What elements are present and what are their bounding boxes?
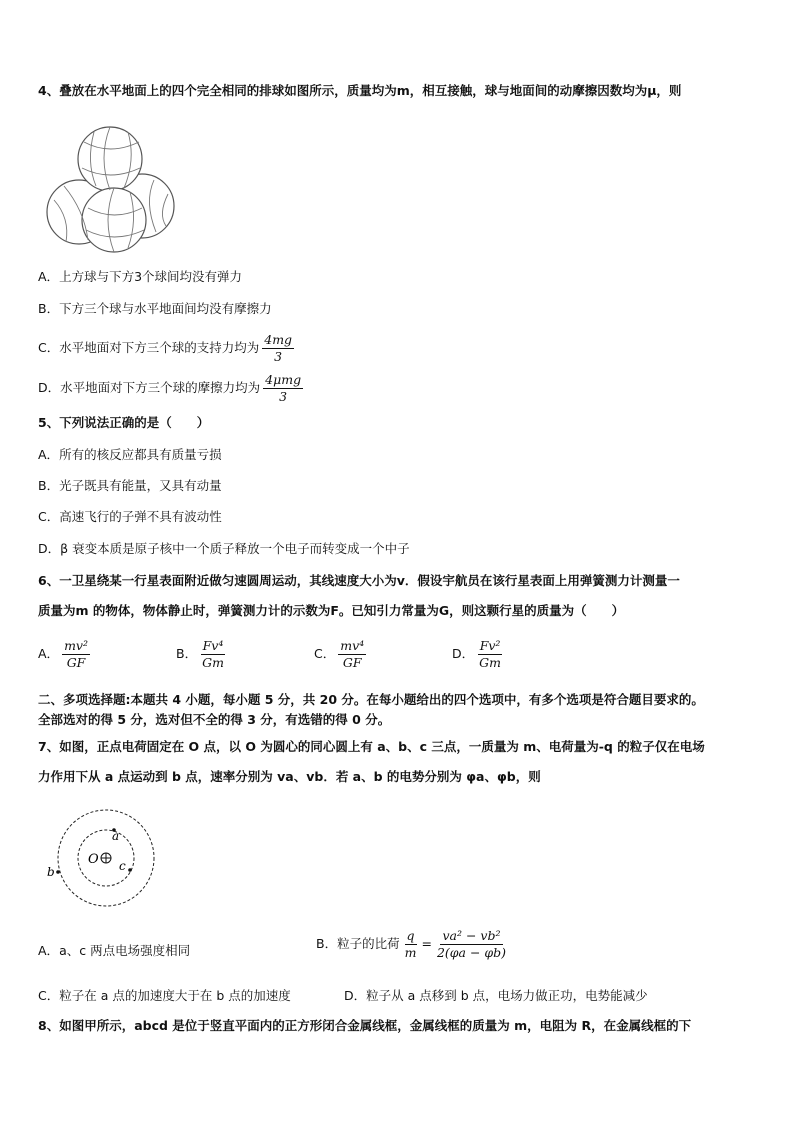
fraction: $\frac{\text{mv²}}{GF}$ (64, 638, 88, 670)
point-c (128, 868, 132, 872)
q6-option-a[interactable]: A． $\frac{\text{mv²}}{GF}$ (38, 638, 88, 670)
q8-stem: 8、如图甲所示，abcd 是位于竖直平面内的正方形闭合金属线框，金属线框的质量为 m，电阻为 R，在金属线框的下 (38, 1018, 692, 1033)
q5-option-d[interactable]: D．β 衰变本质是原子核中一个质子释放一个电子而转变成一个中子 (38, 541, 410, 556)
fraction: $\frac{\text{mv⁴}}{GF}$ (340, 638, 365, 670)
fraction: $\frac{\text{4μmg}}{3}$ (265, 372, 302, 404)
point-b (56, 870, 60, 874)
q4-option-c[interactable]: C．水平地面对下方三个球的支持力均为 $\frac{4mg}{3}$ (38, 332, 293, 364)
section2-line2: 全部选对的得 5 分，选对但不全的得 3 分，有选错的得 0 分。 (38, 712, 391, 727)
q6-stem-line2: 质量为m 的物体，物体静止时，弹簧测力计的示数为F。已知引力常量为G，则这颗行星的质量为（ ） (38, 603, 625, 618)
q4-option-d[interactable]: D．水平地面对下方三个球的摩擦力均为 $\frac{\text{4μmg}}{3}$ (38, 372, 302, 404)
q7-option-d[interactable]: D．粒子从 a 点移到 b 点，电场力做正功，电势能减少 (344, 988, 648, 1003)
label-a: a (112, 829, 120, 843)
q7-option-c[interactable]: C．粒子在 a 点的加速度大于在 b 点的加速度 (38, 988, 291, 1003)
fraction: $\frac{\text{Fv⁴}}{Gm}$ (202, 638, 224, 670)
q7-option-b[interactable]: B．粒子的比荷 $\frac{q}{m}$ = $\frac{\text{va² − vb²}}{2(\varphi a - \varphi b)}$ (316, 928, 507, 960)
concentric-circles-figure (44, 806, 164, 910)
q5-stem: 5、下列说法正确的是（ ） (38, 415, 210, 430)
q4-stem: 4、叠放在水平地面上的四个完全相同的排球如图所示，质量均为m，相互接触，球与地面间的动摩擦因数均为μ，则 (38, 83, 682, 98)
q5-option-a[interactable]: A．所有的核反应都具有质量亏损 (38, 447, 222, 462)
label-o: O (88, 852, 99, 867)
section2-line1: 二、多项选择题:本题共 4 小题，每小题 5 分，共 20 分。在每小题给出的四个选项中，有多个选项是符合题目要求的。 (38, 692, 704, 707)
q4-option-a[interactable]: A．上方球与下方3个球间均没有弹力 (38, 269, 243, 284)
q7-option-a[interactable]: A．a、c 两点电场强度相同 (38, 943, 191, 958)
volleyball-stack-figure (44, 122, 178, 254)
q7-stem-line2: 力作用下从 a 点运动到 b 点，速率分别为 va、vb．若 a、b 的电势分别为 φa、φb，则 (38, 769, 541, 784)
ball-top (78, 127, 142, 191)
q6-option-d[interactable]: D． $\frac{\text{Fv²}}{Gm}$ (452, 638, 501, 670)
q4-option-b[interactable]: B．下方三个球与水平地面间均没有摩擦力 (38, 301, 272, 316)
q5-option-b[interactable]: B．光子既具有能量，又具有动量 (38, 478, 222, 493)
q6-option-c[interactable]: C． $\frac{\text{mv⁴}}{GF}$ (314, 638, 365, 670)
label-b: b (47, 865, 55, 879)
fraction: $\frac{4mg}{3}$ (264, 332, 293, 364)
ball-bottom-front (82, 188, 146, 252)
fraction: $\frac{q}{m}$ (404, 928, 417, 960)
fraction: $\frac{\text{Fv²}}{Gm}$ (479, 638, 501, 670)
q6-stem-line1: 6、一卫星绕某一行星表面附近做匀速圆周运动，其线速度大小为v．假设宇航员在该行星表面上用弹簧测力计测量一 (38, 573, 680, 588)
label-c: c (119, 859, 126, 873)
q5-option-c[interactable]: C．高速飞行的子弹不具有波动性 (38, 509, 222, 524)
fraction: $\frac{\text{va² − vb²}}{2(\varphi a - \varphi b)}$ (436, 928, 507, 960)
q6-option-b[interactable]: B． $\frac{\text{Fv⁴}}{Gm}$ (176, 638, 224, 670)
q7-stem-line1: 7、如图，正点电荷固定在 O 点，以 O 为圆心的同心圆上有 a、b、c 三点，一质量为 m、电荷量为-q 的粒子仅在电场 (38, 739, 705, 754)
